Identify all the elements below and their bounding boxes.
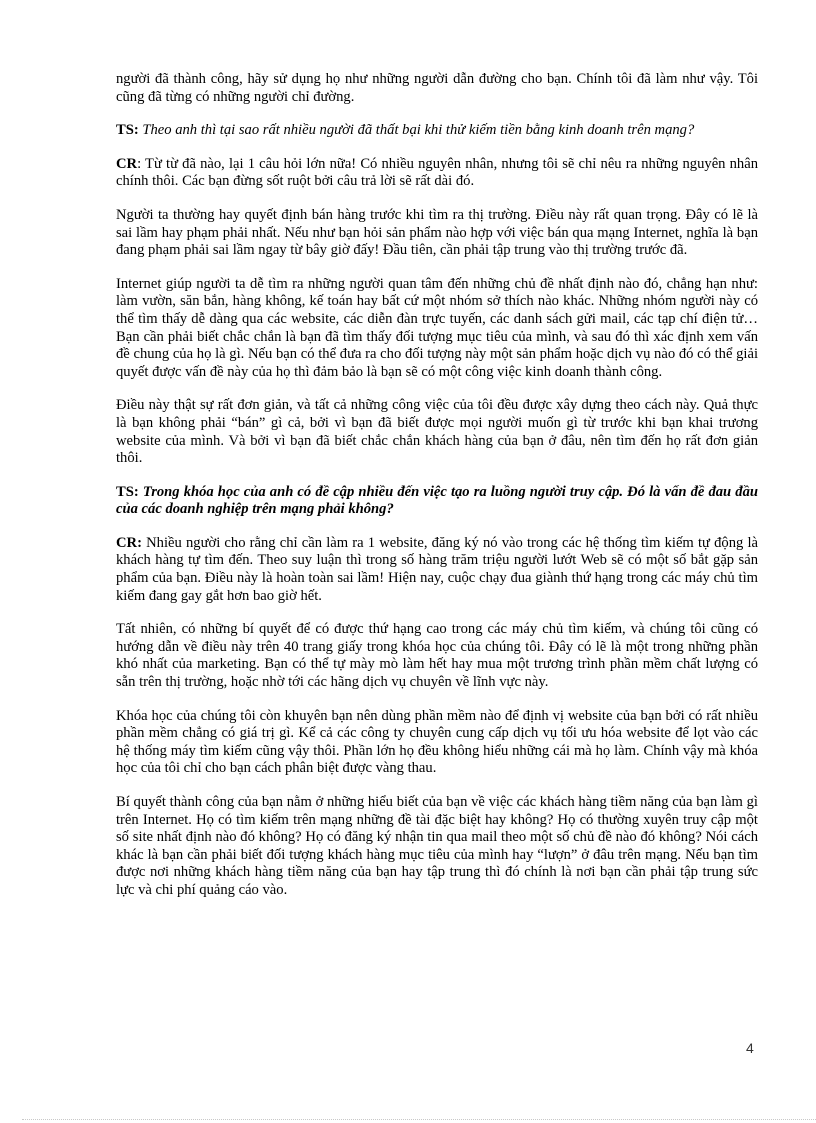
- paragraph-text: Tất nhiên, có những bí quyết để có được thứ hạng cao trong các máy chủ tìm kiếm, và chúng tôi cũng có hướng dẫn về điều này trên 40 trang giấy trong khóa học của chúng tôi. Đây có lẽ là một trong những phần khó nhất của marketing. Bạn có thể tự mày mò làm hết hay mua một trương trình phần mềm chất lượng có sẵn trên thị trường, hoặc nhờ tới các hãng dịch vụ chuyên về lĩnh vực này.: [116, 621, 758, 691]
- answer-text: : Từ từ đã nào, lại 1 câu hỏi lớn nữa! Có nhiều nguyên nhân, nhưng tôi sẽ chỉ nêu ra những nguyên nhân chính thôi. Các bạn đừng sốt ruột bởi câu trả lời sẽ rất dài đó.: [116, 155, 758, 190]
- paragraph-6: [116, 397, 758, 467]
- paragraph-1: [116, 71, 758, 106]
- paragraph-text: Bí quyết thành công của bạn nằm ở những hiểu biết của bạn về việc các khách hàng tiềm năng của bạn làm gì trên Internet. Họ có tìm kiếm trên mạng những đề tài đặc biệt hay không? Họ có thường xuyên truy cập một số site nhất định nào đó không? Họ có đăng ký nhận tin qua mail theo một số chủ đề nào đó không? Nói cách khác là bạn cần phải biết đối tượng khách hàng mục tiêu của mình hay “lượn” ở đâu trên mạng. Nếu bạn tìm được nơi những khách hàng tiềm năng của bạn hay tập trung thì đó chính là nơi bạn cần phải tập trung sức lực và chi phí quảng cáo vào.: [116, 794, 758, 898]
- paragraph-9: [116, 621, 758, 691]
- question-text: Trong khóa học của anh có đề cập nhiều đến việc tạo ra luồng người truy cập. Đó là vấn đề đau đầu của các doanh nghiệp trên mạng phải không?: [116, 483, 758, 518]
- question-text: Theo anh thì tại sao rất nhiều người đã thất bại khi thử kiếm tiền bằng kinh doanh trên mạng?: [138, 122, 695, 139]
- document-body: [116, 71, 758, 916]
- paragraph-11: [116, 794, 758, 900]
- answer-cr-1: [116, 156, 758, 191]
- question-ts-1: [116, 122, 758, 140]
- question-ts-2: [116, 484, 758, 519]
- page-bottom-border: [22, 1119, 816, 1120]
- paragraph-text: Internet giúp người ta dễ tìm ra những người quan tâm đến những chủ đề nhất định nào đó, chẳng hạn như: làm vườn, săn bắn, hàng không, kế toán hay bất cứ một nhóm sở thích nào khác. Những nhóm người này có thể tìm thấy dễ dàng qua các website, các diễn đàn trực tuyến, các danh sách gửi mail, các tạp chí điện tử… Bạn cần phải biết chắc chắn là bạn đã tìm thấy đối tượng mục tiêu của mình, và sau đó thì xác định xem vấn đề chung của họ là gì. Nếu bạn có thể đưa ra cho đối tượng này một sản phẩm hoặc dịch vụ nào đó có thể giải quyết được vấn đề này của họ thì đảm bảo là bạn sẽ có một công việc kinh doanh thành công.: [116, 275, 758, 380]
- paragraph-text: Khóa học của chúng tôi còn khuyên bạn nên dùng phần mềm nào để định vị website của bạn bởi có rất nhiều phần mềm chẳng có giá trị gì. Kể cả các công ty chuyên cung cấp dịch vụ tối ưu hóa website để lọt vào các hệ thống máy tìm kiếm cũng vậy thôi. Phần lớn họ đều không hiểu những cái mà họ làm. Chính vậy mà khóa học của tôi chỉ cho bạn cách phân biệt được vàng thau.: [116, 707, 758, 777]
- paragraph-4: [116, 207, 758, 260]
- page-number: 4: [746, 1040, 754, 1056]
- speaker-label-cr: CR:: [116, 534, 142, 551]
- answer-text: Nhiều người cho rằng chỉ cần làm ra 1 website, đăng ký nó vào trong các hệ thống tìm kiếm tự động là khách hàng tự tìm đến. Theo suy luận thì trong số hàng trăm triệu người lướt Web sẽ có một số bắt gặp sản phẩm của bạn. Điều này là hoàn toàn sai lầm! Hiện nay, cuộc chạy đua giành thứ hạng trong các máy chủ tìm kiếm đang gay gắt hơn bao giờ hết.: [116, 534, 758, 604]
- paragraph-10: [116, 708, 758, 778]
- speaker-label-cr: CR: [116, 155, 138, 172]
- paragraph-text: người đã thành công, hãy sử dụng họ như những người dẫn đường cho bạn. Chính tôi đã làm như vậy. Tôi cũng đã từng có những người chỉ đường.: [116, 71, 758, 105]
- paragraph-text: Người ta thường hay quyết định bán hàng trước khi tìm ra thị trường. Điều này rất quan trọng. Đây có lẽ là sai lầm hay phạm phải nhất. Nếu như bạn hỏi sản phẩm nào hợp với việc bán qua mạng Internet, nghĩa là bạn đang phạm phải sai lầm ngay từ bây giờ đấy! Đầu tiên, cần phải tập trung vào thị trường trước đã.: [116, 206, 758, 259]
- speaker-label-ts: TS:: [116, 483, 139, 500]
- paragraph-text: Điều này thật sự rất đơn giản, và tất cả những công việc của tôi đều được xây dựng theo cách này. Quả thực là bạn không phải “bán” gì cả, bởi vì bạn đã biết được mọi người muốn gì từ trước khi bạn khai trương website của mình. Và bởi vì bạn đã biết chắc chắn khách hàng của bạn ở đâu, nên tìm đến họ rất đơn giản thôi.: [116, 397, 758, 467]
- speaker-label-ts: TS:: [116, 122, 139, 139]
- answer-cr-2: [116, 535, 758, 605]
- paragraph-5: [116, 276, 758, 382]
